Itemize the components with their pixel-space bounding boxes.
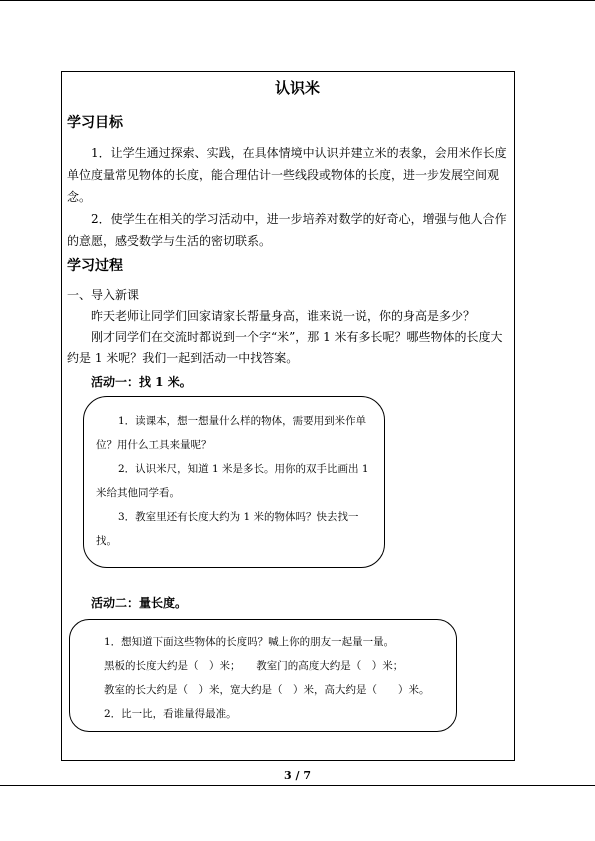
objective-line: 念。: [67, 190, 92, 204]
objectives-heading: 学习目标: [67, 115, 123, 131]
activity2-title: 活动二：量长度。: [91, 596, 188, 610]
intro-label: 一、导入新课: [67, 288, 140, 302]
objective-line: 2．使学生在相关的学习活动中，进一步培养对数学的好奇心，增强与他人合作: [91, 212, 507, 226]
intro-line: 刚才同学们在交流时都说到一个字“米”，那 1 米有多长呢？哪些物体的长度大: [91, 330, 503, 344]
activity2-line: 1．想知道下面这些物体的长度吗？喊上你的朋友一起量一量。: [104, 636, 395, 648]
top-rule: [0, 0, 595, 1]
page-title: 认识米: [274, 79, 320, 97]
process-heading: 学习过程: [67, 258, 123, 274]
activity1-title: 活动一：找 1 米。: [91, 375, 192, 389]
activity1-line: 位？用什么工具来量呢？: [96, 439, 212, 451]
activity2-line: 教室的长大约是（ ）米，宽大约是（ ）米，高大约是（ ）米。: [104, 684, 430, 696]
intro-line: 约是 1 米呢？我们一起到活动一中找答案。: [67, 351, 299, 365]
objective-line: 的意愿，感受数学与生活的密切联系。: [67, 234, 272, 248]
activity1-line: 米给其他同学看。: [96, 487, 180, 499]
activity2-line: 黑板的长度大约是（ ）米； 教室门的高度大约是（ ）米；: [104, 660, 404, 672]
activity1-line: 3．教室里还有长度大约为 1 米的物体吗？快去找一: [118, 511, 359, 523]
page-number: 3 / 7: [284, 769, 311, 782]
objective-line: 1．让学生通过探索、实践，在具体情境中认识并建立米的表象，会用米作长度: [91, 146, 507, 160]
activity1-line: 1．读课本，想一想量什么样的物体，需要用到米作单: [118, 415, 367, 427]
bottom-rule: [0, 785, 595, 786]
activity1-line: 找。: [96, 535, 117, 547]
intro-line: 昨天老师让同学们回家请家长帮量身高，谁来说一说，你的身高是多少？: [91, 309, 476, 323]
objective-line: 单位度量常见物体的长度，能合理估计一些线段或物体的长度，进一步发展空间观: [67, 168, 500, 182]
activity2-line: 2．比一比，看谁量得最准。: [104, 708, 237, 720]
activity1-line: 2．认识米尺，知道 1 米是多长。用你的双手比画出 1: [118, 463, 369, 475]
